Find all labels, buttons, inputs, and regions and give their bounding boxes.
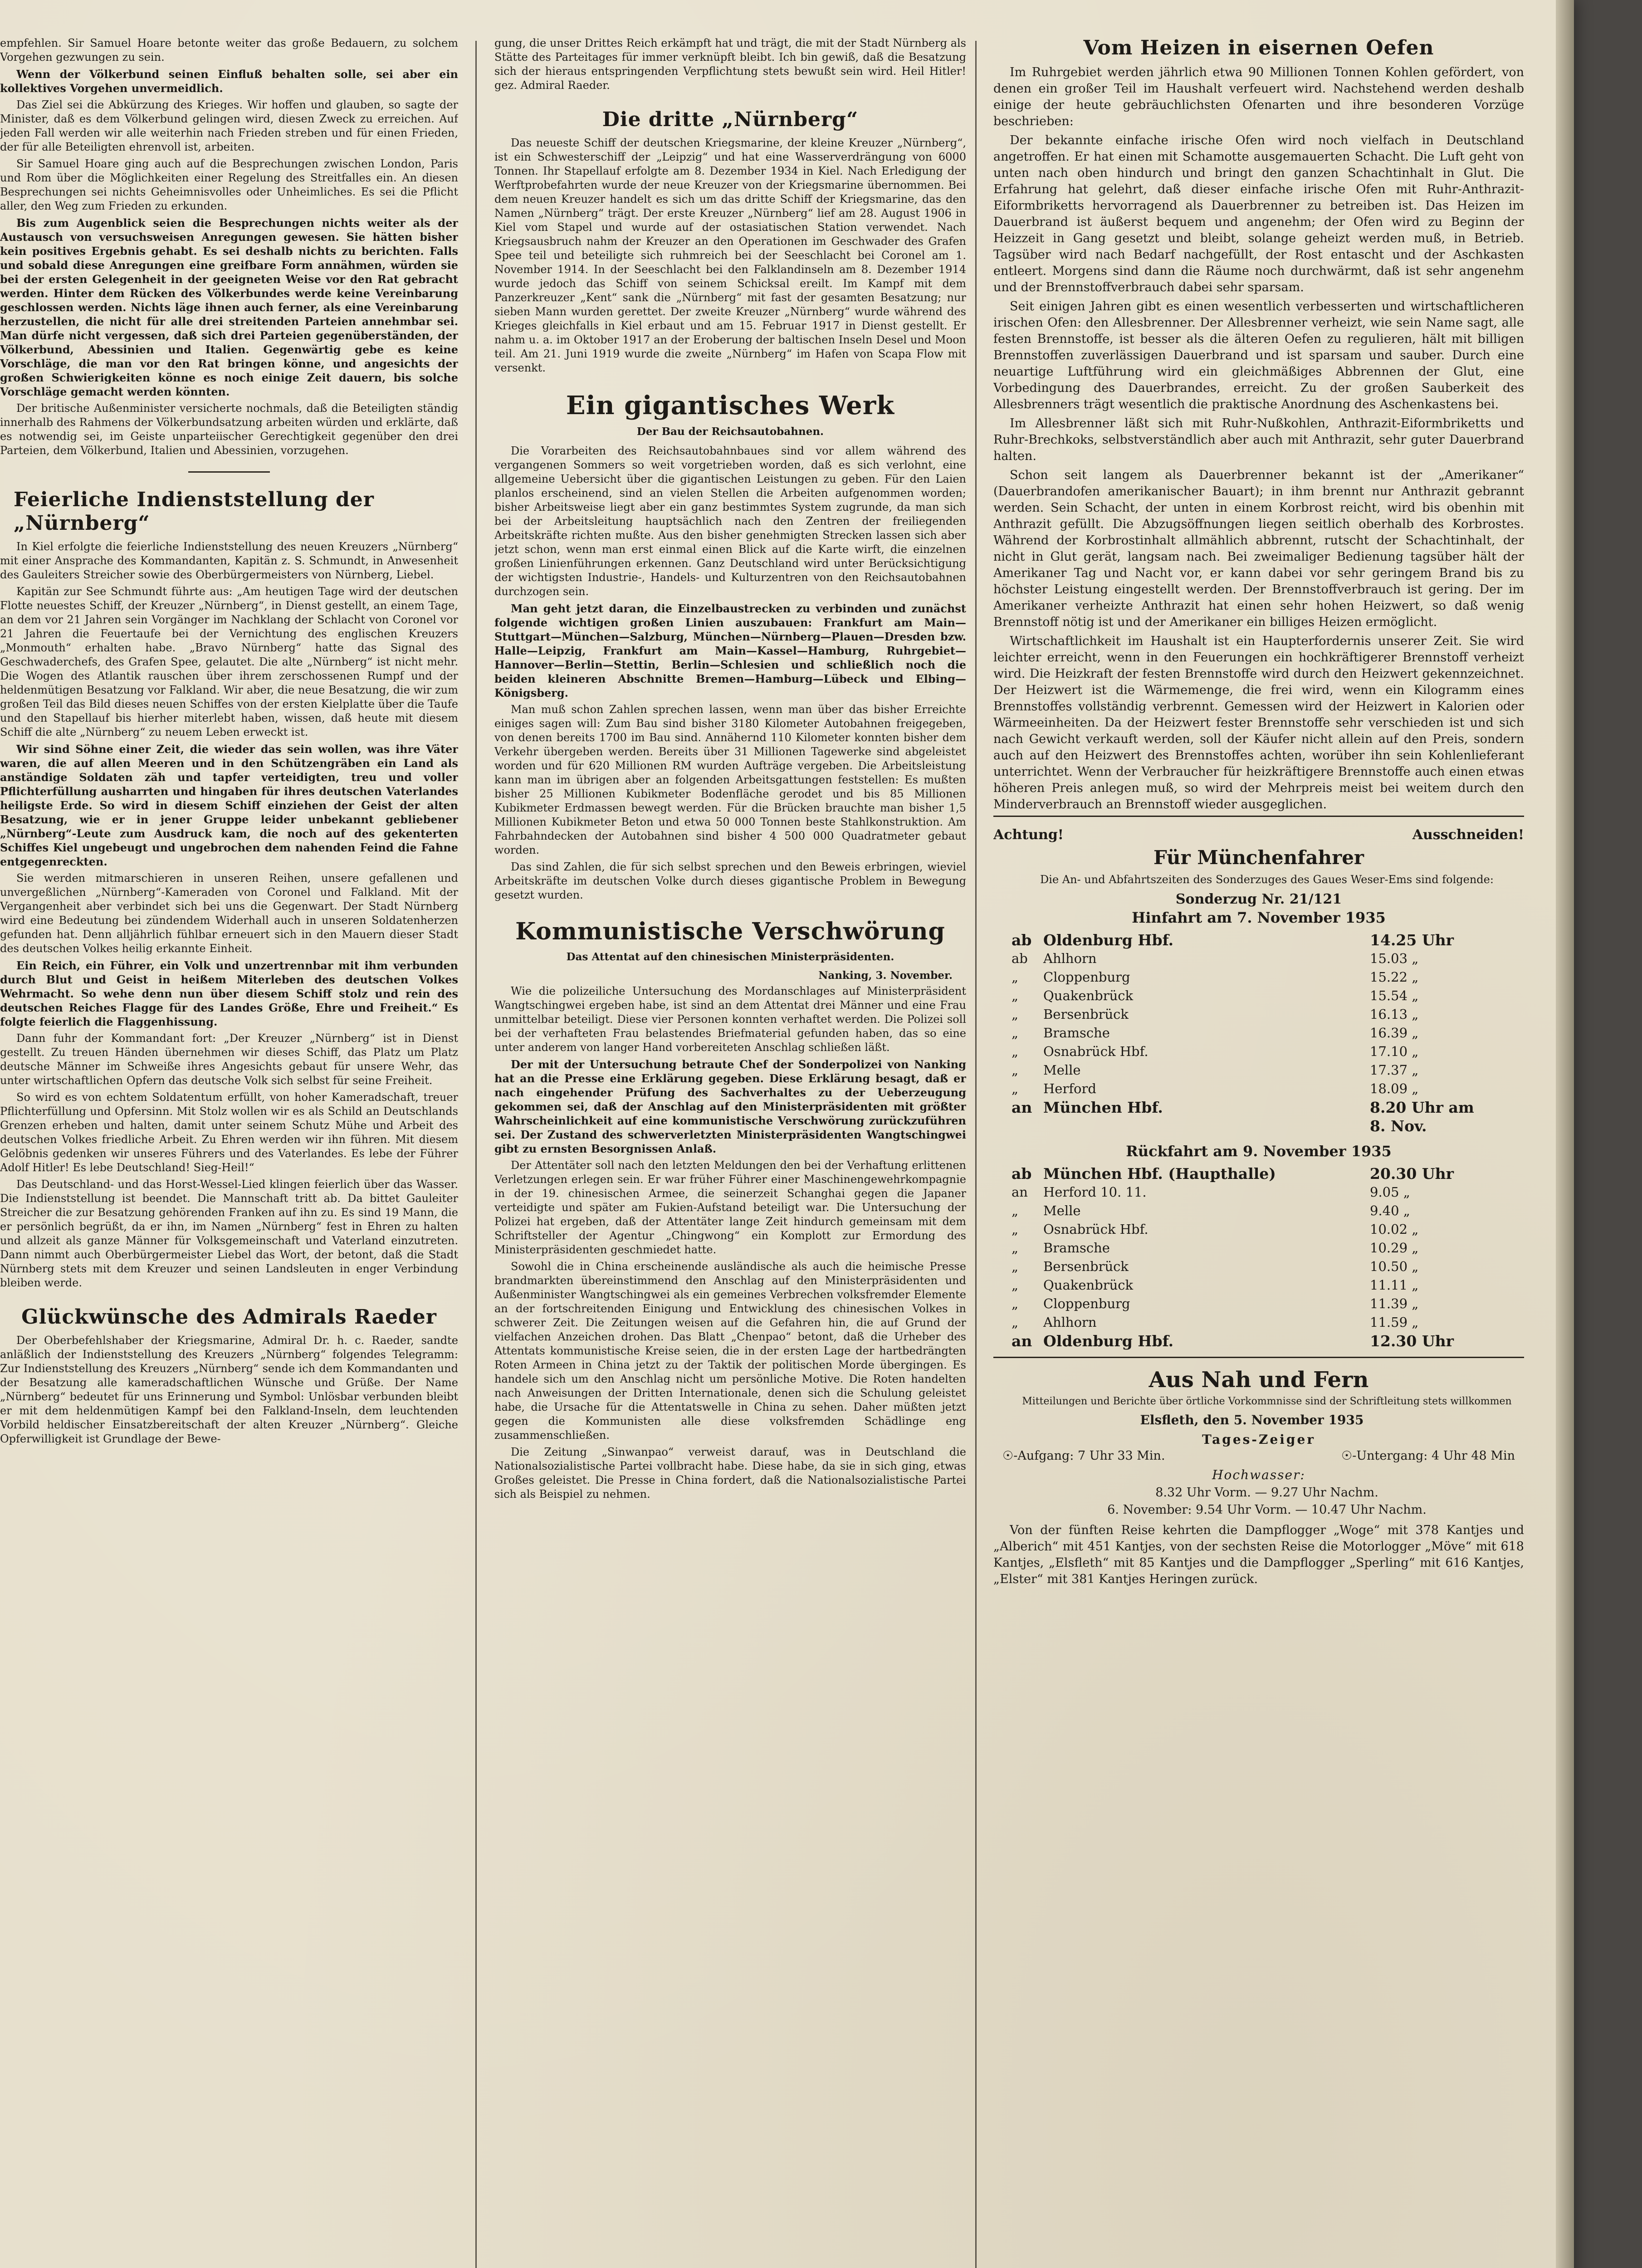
schedule-row bbox=[993, 968, 1524, 987]
schedule-name: Oldenburg Hbf. bbox=[1043, 1332, 1174, 1350]
schedule-name: Melle bbox=[1043, 1062, 1081, 1078]
sunset: ☉-Untergang: 4 Uhr 48 Min bbox=[1341, 1449, 1515, 1463]
paragraph: Wir sind Söhne einer Zeit, die wieder das sein wollen, was ihre Väter waren, die auf allen Meeren und in den Schützengräben ein Land als anständige Soldaten zäh und tapfer verteidigten, treu und voller Pflichterfüllung ausharrten und hingaben für ihres deutschen Vaterlandes heiligste Erde. So wird in diesem Schiff einziehen der Geist der alten Besatzung, wie er in jener Gruppe leider unbekannt gebliebener „Nürnberg“-Leute zum Ausdruck kam, die noch auf des gekenterten Schiffes Kiel ungebeugt und ungebrochen dem nahenden Feind die Fahne entgegenreckten. bbox=[0, 743, 458, 868]
schedule-pre: „ bbox=[1012, 1277, 1019, 1293]
paragraph: Von der fünften Reise kehrten die Dampflogger „Woge“ mit 378 Kantjes und „Alberich“ mit 451 Kantjes, von der sechsten Reise die Motorlogger „Möve“ mit 618 Kantjes, „Elsfleth“ mit 85 Kantjes und die Dampflogger „Sperling“ mit 616 Kantjes, „Elster“ mit 381 Kantjes Heringen zurück. bbox=[993, 1523, 1524, 1586]
schedule-pre: ab bbox=[1012, 1165, 1032, 1183]
paragraph: Das Deutschland- und das Horst-Wessel-Lied klingen feierlich über das Wasser. Die Indienststellung ist beendet. Die Mannschaft tritt ab. Da bittet Gauleiter Streicher die zur Besatzung gehörenden Franken auf ihn zu. Es sind 19 Mann, die er persönlich begrüßt, da er ihn, im Namen „Nürnberg“ fest in Ehren zu halten und allzeit als ganze Männer für Volksgemeinschaft und Vaterland einzutreten. Dann nimmt auch Oberbürgermeister Liebel das Wort, der betont, daß die Stadt Nürnberg stets mit dem Kreuzer und seinen Landsleuten in enger Verbindung bleiben werde. bbox=[0, 1178, 458, 1289]
paragraph: Im Ruhrgebiet werden jährlich etwa 90 Millionen Tonnen Kohlen gefördert, von denen ein großer Teil im Haushalt verfeuert wird. Nachstehend werden deshalb einige der heute gebräuchlichsten Ofenarten und ihre besonderen Vorzüge beschrieben: bbox=[993, 65, 1524, 128]
paragraph: Im Allesbrenner läßt sich mit Ruhr-Nußkohlen, Anthrazit-Eiformbriketts und Ruhr-Brechkoks, selbstverständlich aber auch mit Anthrazit, sehr guter Dauerbrand halten. bbox=[993, 416, 1524, 463]
paragraph: Der bekannte einfache irische Ofen wird noch vielfach in Deutschland angetroffen. Er hat einen mit Schamotte ausgemauerten Schacht. Die Luft geht von unten nach oben hindurch und bringt den ganzen Schachtinhalt in Glut. Die Erfahrung hat gelehrt, daß dieser einfache irische Ofen mit Ruhr-Anthrazit-Eiformbriketts hervorragend als Dauerbrenner zu betreiben ist. Das Heizen im Dauerbrand ist äußerst bequem und angenehm; der Ofen wird zu Beginn der Heizzeit in Gang gesetzt und bleibt, solange geheizt werden muß, in Betrieb. Tagsüber wird nach Bedarf nachgefüllt, der Rost entascht und der Aschkasten entleert. Morgens sind dann die Räume noch durchwärmt, daß ist sehr angenehm und der Brennstoffverbrauch dabei sehr sparsam. bbox=[993, 133, 1524, 294]
banner-right: Ausschneiden! bbox=[1412, 827, 1524, 843]
schedule-row bbox=[993, 1239, 1524, 1257]
schedule-time: 10.29 „ bbox=[1370, 1240, 1419, 1256]
paragraph: Wie die polizeiliche Untersuchung des Mordanschlages auf Ministerpräsident Wangtschingwei ergeben habe, ist sind an dem Attentat drei Männer und eine Frau unmittelbar beteiligt. Diese vier Personen konnten verhaftet werden. Die Polizei soll bei der verhafteten Frau belastendes Briefmaterial gefunden haben, das so eine unter anderem von langer Hand vorbereiteten Anschlag schließen läßt. bbox=[494, 985, 966, 1054]
paragraph: Die Vorarbeiten des Reichsautobahnbaues sind vor allem während des vergangenen Sommers so weit vorgetrieben worden, daß es sich verlohnt, eine allgemeine Uebersicht über die gigantischen Leistungen zu geben. Für den Laien planlos erscheinend, sind an vielen Stellen die Arbeiten aufgenommen worden; bisher Arbeitsweise liegt aber ein ganz bestimmtes System zugrunde, da man sich bei der Arbeitsleitung hauptsächlich nach den Zentren der freiliegenden Arbeitskräfte richten mußte. Aus den bisher genehmigten Strecken lassen sich aber jetzt schon, wenn man erst einmal einen Blick auf die Karte wirft, die einzelnen großen Linienführungen erkennen. Ganz Deutschland wird unter Berücksichtigung der wichtigsten Industrie-, Handels- und Kulturzentren von den Reichsautobahnen durchzogen sein. bbox=[494, 445, 966, 598]
schedule-time: 11.59 „ bbox=[1370, 1315, 1419, 1330]
outbound-heading: Hinfahrt am 7. November 1935 bbox=[1132, 909, 1386, 926]
paragraph: Der Attentäter soll nach den letzten Meldungen den bei der Verhaftung erlittenen Verletzungen erlegen sein. Er war früher Führer einer Maschinengewehrkompagnie in der 19. chinesischen Armee, die seinerzeit Schanghai gegen die Japaner verteidigte und später am Fukien-Aufstand beteiligt war. Die Untersuchung der Polizei hat ergeben, daß der Attentäter lange Zeit hindurch gemeinsam mit dem Schriftsteller der Agentur „Chingwong“ ein Komplott zur Ermordung des Ministerpräsidenten geschmiedet hatte. bbox=[494, 1159, 966, 1256]
schedule-row bbox=[993, 1332, 1524, 1350]
schedule-row bbox=[993, 931, 1524, 949]
schedule-name: Bramsche bbox=[1043, 1025, 1110, 1041]
schedule-row bbox=[993, 1098, 1524, 1135]
schedule-time: 15.03 „ bbox=[1370, 951, 1419, 966]
schedule-pre: „ bbox=[1012, 1025, 1019, 1041]
schedule-time: 16.39 „ bbox=[1370, 1025, 1419, 1041]
schedule-pre: „ bbox=[1012, 1044, 1019, 1059]
schedule-pre: „ bbox=[1012, 1222, 1019, 1237]
schedule-intro: Die An- und Abfahrtszeiten des Sonderzuges des Gaues Weser-Ems sind folgende: bbox=[1040, 873, 1494, 886]
return-stops bbox=[993, 1164, 1524, 1350]
schedule-time: 14.25 Uhr bbox=[1370, 931, 1454, 949]
schedule-pre: „ bbox=[1012, 1240, 1019, 1256]
page-edge bbox=[1556, 0, 1574, 2268]
schedule-time: 8.20 Uhr am 8. Nov. bbox=[1370, 1099, 1474, 1135]
paragraph: Kapitän zur See Schmundt führte aus: „Am heutigen Tage wird der deutschen Flotte neuestes Schiff, der Kreuzer „Nürnberg“, in Dienst gestellt, an einem Tage, an dem vor 21 Jahren sein Vorgänger im Nachklang der Schlacht von Coronel vor 21 Jahren die Feuertaufe bei der Vernichtung des englischen Kreuzers „Monmouth“ erhalten habe. „Bravo Nürnberg“ hatte das Signal des Geschwaderchefs, des Grafen Spee, gelautet. Die alte „Nürnberg“ ist nicht mehr. Die Wogen des Atlantik rauschen über ihrem zerschossenen Rumpf und der heldenmütigen Besatzung vor Falkland. Wir aber, die neue Besatzung, die wir zum großen Teil das Bild dieses neuen Schiffes von der ersten Kielplatte über die Taufe und den Stapellauf bis hierher miterlebt haben, wissen, daß heute mit diesem Schiff die alte „Nürnberg“ zu neuem Leben erweckt ist. bbox=[0, 585, 458, 738]
headline-indienststellung: Feierliche Indienststellung der „Nürnberg“ bbox=[14, 488, 374, 535]
cutout-banner bbox=[993, 827, 1524, 843]
schedule-row bbox=[993, 1061, 1524, 1080]
paragraph: Das Ziel sei die Abkürzung des Krieges. Wir hoffen und glauben, so sagte der Minister, daß es dem Völkerbund gelingen wird, diesen Zweck zu erreichen. Auf jeden Fall werden wir alle weiterhin nach Frieden streben und für einen Frieden, der für alle Beteiligten ehrenvoll ist, arbeiten. bbox=[0, 98, 458, 153]
dateline: Elsfleth, den 5. November 1935 bbox=[1140, 1413, 1364, 1427]
headline-glueckwuensche: Glückwünsche des Admirals Raeder bbox=[21, 1305, 437, 1329]
column-right bbox=[993, 36, 1524, 1590]
schedule-name: München Hbf. (Haupthalle) bbox=[1043, 1165, 1276, 1183]
headline-dritte-nuernberg: Die dritte „Nürnberg“ bbox=[602, 108, 859, 131]
tide-times: 6. November: 9.54 Uhr Vorm. — 10.47 Uhr Nachm. bbox=[1107, 1503, 1427, 1517]
schedule-row bbox=[993, 1042, 1524, 1061]
schedule-name: München Hbf. bbox=[1043, 1099, 1163, 1116]
schedule-pre: „ bbox=[1012, 1081, 1019, 1096]
paragraph: Wirtschaftlichkeit im Haushalt ist ein Haupterfordernis unserer Zeit. Sie wird leichter erreicht, wenn in den Feuerungen ein hochkräftigerer Brennstoff verheizt wird. Die Heizkraft der festen Brennstoffe wird durch den Heizwert gekennzeichnet. Der Heizwert ist die Wärmemenge, die frei wird, wenn ein Kilogramm eines Brennstoffes vollständig verbrennt. Gemessen wird der Heizwert in Kalorien oder Wärmeeinheiten. Da der Heizwert fester Brennstoffe sehr verschieden ist und sich nach Gewicht verkauft werden, soll der Käufer nicht allein auf den Preis, sondern auch auf den Heizwert des Brennstoffes achten, worüber ihn sein Kohlenlieferant unterrichtet. Wenn der Verbraucher für heizkräftigere Brennstoffe auch einen etwas höheren Preis anlegen muß, so wird der Mehrpreis meist bei weitem durch den Minderverbrauch an Brennstoff wieder ausgeglichen. bbox=[993, 634, 1524, 811]
schedule-pre: an bbox=[1012, 1184, 1028, 1200]
schedule-pre: ab bbox=[1012, 931, 1032, 949]
schedule-row bbox=[993, 1005, 1524, 1024]
paragraph: So wird es von echtem Soldatentum erfüllt, von hoher Kameradschaft, treuer Pflichterfüllung und Opfersinn. Mit Stolz wollen wir es als Schild an Deutschlands Grenzen erheben und halten, damit unter seinem Schutz Mühe und Arbeit des deutschen Volkes friedliche Arbeit. Zu Ehren werden wir ihn führen. Mit diesem Gelöbnis gedenken wir unseres Führers und des Vaterlandes. Es lebe der Führer Adolf Hitler! Es lebe Deutschland! Sieg-Heil!“ bbox=[0, 1091, 458, 1174]
column-middle bbox=[494, 36, 966, 1504]
dateline: Nanking, 3. November. bbox=[818, 969, 953, 982]
paragraph: Dann fuhr der Kommandant fort: „Der Kreuzer „Nürnberg“ ist in Dienst gestellt. Zu treuen Händen übernehmen wir dieses Schiff, das Platz um Platz deutsche Männer im Schweiße ihres Angesichts gebaut für unsere Wehr, das unter wirtschaftlichen Opfern das deutsche Volk sich selbst für seine Freiheit. bbox=[0, 1032, 458, 1087]
schedule-time: 15.54 „ bbox=[1370, 988, 1419, 1003]
paragraph: Sie werden mitmarschieren in unseren Reihen, unsere gefallenen und unvergeßlichen „Nürnberg“-Kameraden von Coronel und Falkland. Mit der Vergangenheit aber verbindet sich bei uns die Gegenwart. Der Stadt Nürnberg wird eine Bedeutung bei zündendem Widerhall auch in unseren Soldatenherzen gefunden hat. Denn alljährlich fühlbar erneuert sich in den Mauern dieser Stadt des deutschen Volkes heilig erkannte Einheit. bbox=[0, 872, 458, 955]
schedule-row bbox=[993, 1183, 1524, 1202]
paragraph: Das neueste Schiff der deutschen Kriegsmarine, der kleine Kreuzer „Nürnberg“, ist ein Schwesterschiff der „Leipzig“ und hat eine Wasserverdrängung von 6000 Tonnen. Ihr Stapellauf erfolgte am 8. Dezember 1934 in Kiel. Nach Erledigung der Werftprobefahrten wurde der neue Kreuzer von der Kriegsmarine übernommen. Bei dem neuen Kreuzer handelt es sich um das dritte Schiff der Kriegsmarine, das den Namen „Nürnberg“ trägt. Der erste Kreuzer „Nürnberg“ lief am 28. August 1906 in Kiel vom Stapel und wurde auf der ostasiatischen Station verwendet. Nach Kriegsausbruch nahm der Kreuzer an den Operationen im Geschwader des Grafen Spee teil und beteiligte sich ruhmreich bei der Seeschlacht bei Coronel am 1. November 1914. In der Seeschlacht bei den Falklandinseln am 8. Dezember 1914 wurde jedoch das Schiff von seinem Schicksal ereilt. Im Kampf mit dem Panzerkreuzer „Kent“ sank die „Nürnberg“ mit fast der gesamten Besatzung; nur sieben Mann wurden gerettet. Der zweite Kreuzer „Nürnberg“ wurde während des Krieges gleichfalls in Kiel erbaut und am 15. Februar 1917 in Dienst gestellt. Er nahm u. a. im Oktober 1917 an der Eroberung der baltischen Inseln Desel und Moon teil. Am 21. Juni 1919 wurde die zweite „Nürnberg“ im Hafen von Scapa Flow mit versenkt. bbox=[494, 137, 966, 374]
schedule-pre: „ bbox=[1012, 1007, 1019, 1022]
schedule-name: Melle bbox=[1043, 1203, 1081, 1218]
section-title-aus-nah-und-fern: Aus Nah und Fern bbox=[1148, 1367, 1369, 1393]
paragraph: Seit einigen Jahren gibt es einen wesentlich verbesserten und wirtschaftlicheren irischen Ofen: den Allesbrenner. Der Allesbrenner verheizt, wie sein Name sagt, alle festen Brennstoffe, ist besser als die älteren Oefen zu regulieren, hält mit billigen Brennstoffen zuverlässigen Dauerbrand und ist sparsam und sauber. Durch eine neuartige Luftführung wird ein gleichmäßiges Abbrennen der Glut, eine Vorbedingung des Dauerbrandes, erreicht. Zu der großen Sauberkeit des Allesbrenners trägt wesentlich die praktische Anordnung des Aschenkastens bei. bbox=[993, 299, 1524, 411]
schedule-name: Bersenbrück bbox=[1043, 1259, 1129, 1274]
paragraph: Der mit der Untersuchung betraute Chef der Sonderpolizei von Nanking hat an die Presse eine Erklärung gegeben. Diese Erklärung besagt, daß er nach eingehender Prüfung des Sachverhaltes zu der Ueberzeugung gekommen sei, daß der Anschlag auf den Ministerpräsidenten mit größter Wahrscheinlichkeit auf eine kommunistische Verschwörung zurückzuführen sei. Der Zustand des schwerverletzten Ministerpräsidenten Wangtschingwei gibt zu ernsten Besorgnissen Anlaß. bbox=[494, 1058, 966, 1155]
sunrise: ☉-Aufgang: 7 Uhr 33 Min. bbox=[1002, 1449, 1165, 1463]
banner-left: Achtung! bbox=[993, 827, 1064, 843]
schedule-name: Quakenbrück bbox=[1043, 1277, 1134, 1293]
hochwasser-heading: Hochwasser: bbox=[1212, 1467, 1305, 1482]
schedule-time: 18.09 „ bbox=[1370, 1081, 1419, 1096]
column-left bbox=[0, 36, 458, 1449]
schedule-name: Ahlhorn bbox=[1043, 1315, 1097, 1330]
paragraph: Der Oberbefehlshaber der Kriegsmarine, Admiral Dr. h. c. Raeder, sandte anläßlich der Indienststellung des Kreuzers „Nürnberg“ folgendes Telegramm: Zur Indienststellung des Kreuzers „Nürnberg“ sende ich dem Kommandanten und der Besatzung alle kameradschaftlichen Wünsche und Grüße. Der Name „Nürnberg“ bedeutet für uns Erinnerung und Symbol: Unlösbar verbunden bleibt er mit dem heldenmütigen Kampf bei den Falkland-Inseln, dem leuchtenden Vorbild heldischer Einsatzbereitschaft der alten Kreuzer „Nürnberg“. Gleiche Opferwilligkeit ist Grundlage der Bewe- bbox=[0, 1334, 458, 1445]
subheadline: Der Bau der Reichsautobahnen. bbox=[636, 425, 824, 438]
schedule-pre: an bbox=[1012, 1099, 1032, 1116]
schedule-time: 9.05 „ bbox=[1370, 1184, 1410, 1200]
paragraph: gung, die unser Drittes Reich erkämpft hat und trägt, die mit der Stadt Nürnberg als Stätte des Parteitages für immer verknüpft bleibt. Ich bin gewiß, daß die Besatzung sich der hieraus entspringenden Verpflichtung stets bewußt sein wird. Heil Hitler! gez. Admiral Raeder. bbox=[494, 37, 966, 92]
schedule-row bbox=[993, 1164, 1524, 1183]
schedule-name: Oldenburg Hbf. bbox=[1043, 931, 1174, 949]
schedule-name: Quakenbrück bbox=[1043, 988, 1134, 1003]
schedule-pre: „ bbox=[1012, 1203, 1019, 1218]
paragraph: empfehlen. Sir Samuel Hoare betonte weiter das große Bedauern, zu solchem Vorgehen gezwungen zu sein. bbox=[0, 37, 458, 64]
schedule-pre: „ bbox=[1012, 988, 1019, 1003]
column-rule bbox=[475, 41, 477, 2268]
return-heading: Rückfahrt am 9. November 1935 bbox=[1126, 1143, 1392, 1160]
sun-times bbox=[1002, 1449, 1515, 1463]
schedule-time: 20.30 Uhr bbox=[1370, 1165, 1454, 1183]
schedule-pre: „ bbox=[1012, 1259, 1019, 1274]
schedule-name: Cloppenburg bbox=[1043, 1296, 1130, 1311]
schedule-time: 12.30 Uhr bbox=[1370, 1332, 1454, 1350]
schedule-pre: „ bbox=[1012, 969, 1019, 985]
headline-heizen: Vom Heizen in eisernen Oefen bbox=[1083, 36, 1434, 59]
paragraph: Schon seit langem als Dauerbrenner bekannt ist der „Amerikaner“ (Dauerbrandofen amerikanischer Bauart); in ihm brennt nur Anthrazit gebrannt werden. Sein Schacht, der unten in einem Korbrost reicht, wird bis obenhin mit Anthrazit gefüllt. Die Abzugsöffnungen liegen seitlich oberhalb des Korbrostes. Während der Korbrostinhalt allmählich abbrennt, rutscht der Schachtinhalt, der nicht in Glut gerät, langsam nach. Bei zweimaliger Bedienung tagsüber hält der Amerikaner Tag und Nacht vor, er kann dabei vor sehr geringem Brand bis zu höchster Leistung eingestellt werden. Der Brennstoffverbrauch ist gering. Der im Amerikaner verheizte Anthrazit hat einen sehr hohen Heizwert, so daß wenig Brennstoff nötig ist und der Amerikaner ein billiges Heizen ermöglicht. bbox=[993, 468, 1524, 629]
schedule-pre: ab bbox=[1012, 951, 1028, 966]
schedule-name: Bersenbrück bbox=[1043, 1007, 1129, 1022]
schedule-pre: „ bbox=[1012, 1062, 1019, 1078]
paragraph: Man muß schon Zahlen sprechen lassen, wenn man über das bisher Erreichte einiges sagen will: Zum Bau sind bisher 3180 Kilometer Autobahnen freigegeben, von denen bereits 1700 im Bau sind. Annähernd 110 Kilometer konnten bisher dem Verkehr übergeben werden. Bereits über 31 Millionen Tagewerke sind abgeleistet worden und für 620 Millionen RM wurden Aufträge vergeben. Die Arbeitsleistung kann man im übrigen aber an folgenden Arbeitsgattungen feststellen: Es mußten bisher 25 Millionen Kubikmeter Bodenfläche gerodet und bis 85 Millionen Kubikmeter Erdmassen bewegt werden. Für die Brücken brauchte man bisher 1,5 Millionen Kubikmeter Beton und etwa 50 000 Tonnen beste Stahlkonstruktion. Am Fahrbahndecken der Autobahnen sind bisher 4 500 000 Quadratmeter gebaut worden. bbox=[494, 703, 966, 856]
paragraph: Wenn der Völkerbund seinen Einfluß behalten solle, sei aber ein kollektives Vorgehen unvermeidlich. bbox=[0, 68, 458, 95]
schedule-row bbox=[993, 1080, 1524, 1098]
paragraph: Sir Samuel Hoare ging auch auf die Besprechungen zwischen London, Paris und Rom über die Möglichkeiten einer Regelung des Streitfalles ein. An diesen Besprechungen sei nichts Geheimnisvolles oder Unheimliches. Es sei die Pflicht aller, den Weg zum Frieden zu erkunden. bbox=[0, 157, 458, 212]
schedule-row bbox=[993, 1295, 1524, 1313]
schedule-time: 17.10 „ bbox=[1370, 1044, 1419, 1059]
schedule-row bbox=[993, 1257, 1524, 1276]
schedule-pre: „ bbox=[1012, 1296, 1019, 1311]
paragraph: Man geht jetzt daran, die Einzelbaustrecken zu verbinden und zunächst folgende wichtigen großen Linien auszubauen: Frankfurt am Main—Stuttgart—München—Salzburg, München—Nürnberg—Plauen—Dresden bzw. Halle—Leipzig, Frankfurt am Main—Kassel—Hamburg, Ruhrgebiet—Hannover—Berlin—Stettin, Berlin—Schlesien und schließlich noch die beiden kleineren Abschnitte Bremen—Hamburg—Lübeck und Elbing—Königsberg. bbox=[494, 602, 966, 699]
outbound-stops bbox=[993, 931, 1524, 1135]
paragraph: In Kiel erfolgte die feierliche Indienststellung des neuen Kreuzers „Nürnberg“ mit einer Ansprache des Kommandanten, Kapitän z. S. Schmundt, in Anwesenheit des Gauleiters Streicher sowie des Oberbürgermeisters von Nürnberg, Liebel. bbox=[0, 540, 458, 581]
train-number: Sonderzug Nr. 21/121 bbox=[1175, 891, 1342, 907]
schedule-time: 10.02 „ bbox=[1370, 1222, 1419, 1237]
schedule-time: 11.39 „ bbox=[1370, 1296, 1419, 1311]
separator bbox=[188, 471, 270, 473]
section-subtitle: Mitteilungen und Berichte über örtliche Vorkommnisse sind der Schriftleitung stets willkommen bbox=[1022, 1396, 1512, 1407]
schedule-time: 10.50 „ bbox=[1370, 1259, 1419, 1274]
schedule-pre: „ bbox=[1012, 1315, 1019, 1330]
schedule-title: Für Münchenfahrer bbox=[1153, 846, 1364, 869]
headline-gigantisches-werk: Ein gigantisches Werk bbox=[566, 391, 895, 420]
subheadline: Das Attentat auf den chinesischen Ministerpräsidenten. bbox=[566, 951, 894, 963]
schedule-time: 16.13 „ bbox=[1370, 1007, 1419, 1022]
schedule-row bbox=[993, 949, 1524, 968]
paragraph: Sowohl die in China erscheinende ausländische als auch die heimische Presse brandmarkten übereinstimmend den Anschlag auf den Ministerpräsidenten und Außenminister Wangtschingwei als ein gemeines Verbrechen volksfremder Elemente an der fortschreitenden Einigung und Entwicklung des chinesischen Volkes in schwerer Zeit. Die Zeitungen weisen auf die Gefahren hin, die auf Grund der vielfachen Anzeichen drohen. Das Blatt „Chenpao“ betont, daß die Urheber des Attentats kommunistische Kreise seien, die in der ersten Lage der hartbedrängten Roten Armeen in China jetzt zu der Taktik der politischen Morde übergingen. Es handele sich um den Anschlag nicht um persönliche Motive. Die Roten handelten nach Anweisungen der Dritten Internationale, denen sich die Schulung geleistet habe, die Ursache für die Attentatswelle in China zu sehen. Daher müßten jetzt gegen die Kommunisten alle diese volksfremden Schädlinge eng zusammenschließen. bbox=[494, 1260, 966, 1442]
schedule-name: Osnabrück Hbf. bbox=[1043, 1044, 1148, 1059]
paragraph: Ein Reich, ein Führer, ein Volk und unzertrennbar mit ihm verbunden durch Blut und Geist in heißem Miterleben des deutschen Volkes Wehrmacht. So wehe denn nun über diesem Schiff stolz und rein des deutschen Reiches Flagge für des Landes Größe, Ehre und Freiheit.“ Es folgte feierlich die Flaggenhissung. bbox=[0, 959, 458, 1028]
headline-kommunistische-verschwoerung: Kommunistische Verschwörung bbox=[515, 918, 945, 945]
column-rule bbox=[975, 41, 977, 2268]
schedule-time: 17.37 „ bbox=[1370, 1062, 1419, 1078]
paragraph: Bis zum Augenblick seien die Besprechungen nichts weiter als der Austausch von versuchsweisen Anregungen gewesen. Sie hätten bisher kein positives Ergebnis gehabt. Es sei deshalb nichts zu berichten. Falls und sobald diese Anregungen eine greifbare Form annähmen, würden sie bei der ersten Gelegenheit in der geeigneten Weise vor den Rat gebracht werden. Hinter dem Rücken des Völkerbundes werde keine Vereinbarung geschlossen werden. Nichts läge ihnen auch ferner, als eine Vereinbarung herzustellen, die nicht für alle drei streitenden Parteien annehmbar sei. Man dürfe nicht vergessen, daß sich drei Parteien gegenüberständen, der Völkerbund, Abessinien und Italien. Gegenwärtig gebe es keine Vorschläge, die man vor den Rat bringen könne, und angesichts der großen Schwierigkeiten könne es noch einige Zeit dauern, bis solche Vorschläge gemacht werden könnten. bbox=[0, 216, 458, 398]
box-rule bbox=[993, 816, 1524, 817]
schedule-name: Herford bbox=[1043, 1081, 1096, 1096]
schedule-row bbox=[993, 1276, 1524, 1295]
schedule-time: 11.11 „ bbox=[1370, 1277, 1419, 1293]
schedule-name: Osnabrück Hbf. bbox=[1043, 1222, 1148, 1237]
box-rule bbox=[993, 1357, 1524, 1358]
paragraph: Der britische Außenminister versicherte nochmals, daß die Beteiligten ständig innerhalb des Rahmens der Völkerbundsatzung arbeiten würden und erklärte, daß es notwendig sei, im Geiste unparteiischer Gerechtigkeit gegenüber den drei Parteien, dem Völkerbund, Italien und Abessinien, vorzugehen. bbox=[0, 402, 458, 457]
schedule-row bbox=[993, 1220, 1524, 1239]
schedule-name: Cloppenburg bbox=[1043, 969, 1130, 985]
schedule-name: Herford 10. 11. bbox=[1043, 1184, 1147, 1200]
schedule-time: 9.40 „ bbox=[1370, 1203, 1410, 1218]
schedule-row bbox=[993, 1024, 1524, 1042]
paragraph: Das sind Zahlen, die für sich selbst sprechen und den Beweis erbringen, wieviel Arbeitskräfte im deutschen Volke durch dieses gigantische Problem in Bewegung gesetzt wurden. bbox=[494, 860, 966, 901]
schedule-row bbox=[993, 987, 1524, 1005]
tide-times: 8.32 Uhr Vorm. — 9.27 Uhr Nachm. bbox=[1155, 1486, 1378, 1500]
schedule-name: Bramsche bbox=[1043, 1240, 1110, 1256]
schedule-name: Ahlhorn bbox=[1043, 951, 1097, 966]
schedule-row bbox=[993, 1202, 1524, 1220]
schedule-row bbox=[993, 1313, 1524, 1332]
tages-zeiger: Tages-Zeiger bbox=[1202, 1432, 1316, 1447]
schedule-time: 15.22 „ bbox=[1370, 969, 1419, 985]
schedule-pre: an bbox=[1012, 1332, 1032, 1350]
paragraph: Die Zeitung „Sinwanpao“ verweist darauf, was in Deutschland die Nationalsozialistische Partei vollbracht habe. Diese habe, da sie in sich ging, etwas Großes geleistet. Die Presse in China fordert, daß die Nationalsozialistische Partei sich als Beispiel zu nehmen. bbox=[494, 1446, 966, 1501]
